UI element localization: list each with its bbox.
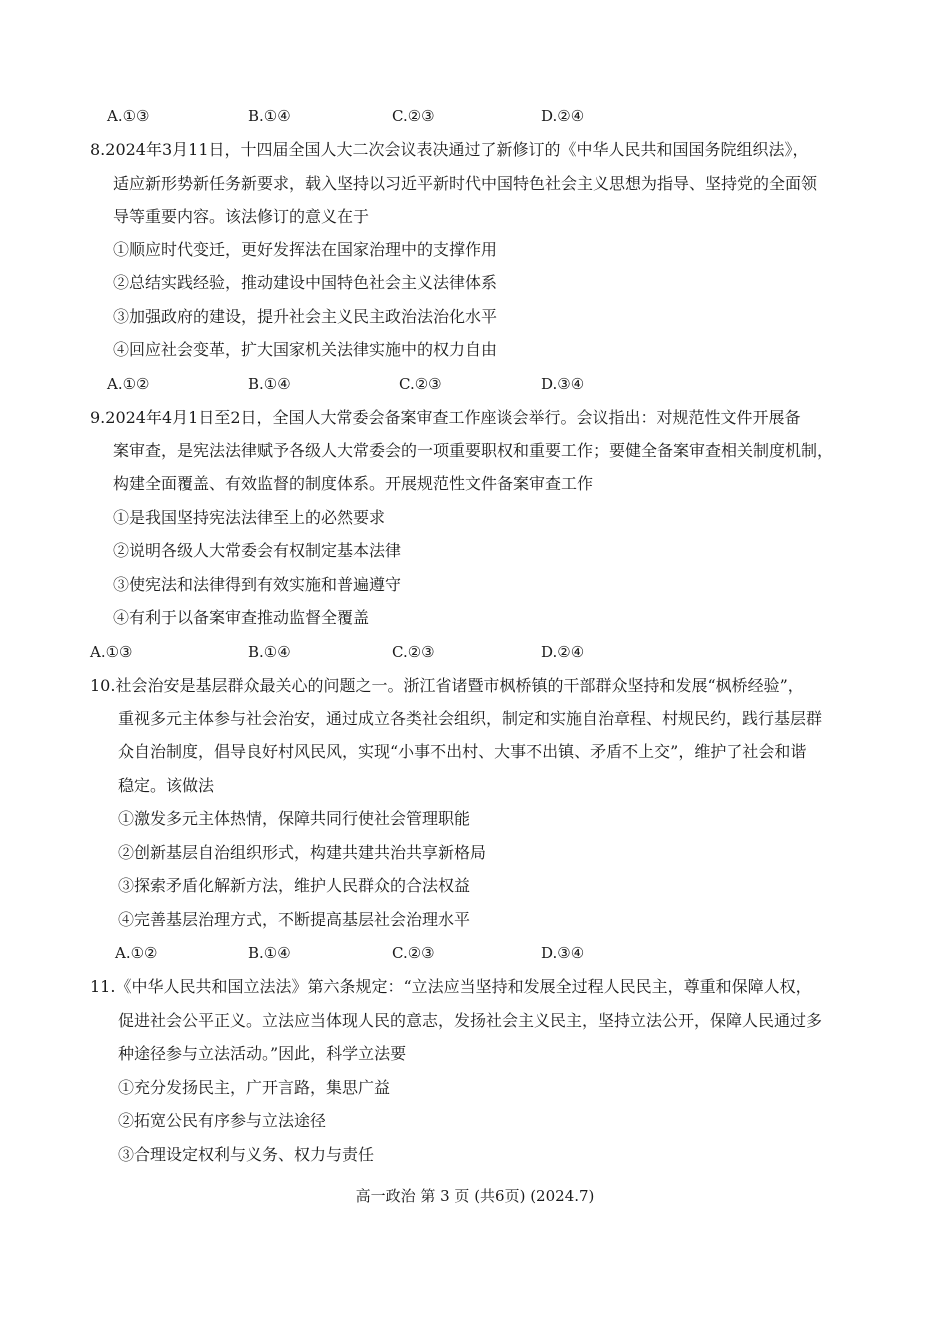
option-b: B.①④ xyxy=(248,944,291,962)
q11-item-1: ①充分发扬民主，广开言路，集思广益 xyxy=(118,1078,391,1097)
option-b: B.①④ xyxy=(248,375,291,393)
q10-options xyxy=(0,943,950,963)
option-b: B.①④ xyxy=(248,643,291,661)
option-c: C.②③ xyxy=(392,643,435,661)
q8-item-3: ③加强政府的建设，提升社会主义民主政治法治化水平 xyxy=(113,307,498,326)
page-footer: 高一政治 第 3 页 (共6页) (2024.7) xyxy=(355,1187,595,1205)
q10-stem-line-1: 10.社会治安是基层群众最关心的问题之一。浙江省诸暨市枫桥镇的干部群众坚持和发展“枫桥经验”， xyxy=(90,676,804,695)
q10-item-1: ①激发多元主体热情，保障共同行使社会管理职能 xyxy=(118,809,471,828)
q10-stem-line-3: 众自治制度，倡导良好村风民风，实现“小事不出村、大事不出镇、矛盾不上交”，维护了社会和谐 xyxy=(118,742,807,761)
option-d: D.③④ xyxy=(541,944,585,962)
q8-stem-line-3: 导等重要内容。该法修订的意义在于 xyxy=(113,207,370,226)
q9-options xyxy=(0,642,950,662)
q10-item-4: ④完善基层治理方式，不断提高基层社会治理水平 xyxy=(118,910,471,929)
q9-item-4: ④有利于以备案审查推动监督全覆盖 xyxy=(113,608,370,627)
q11-stem-line-3: 种途径参与立法活动。”因此，科学立法要 xyxy=(118,1044,407,1063)
option-c: C.②③ xyxy=(392,944,435,962)
q11-item-3: ③合理设定权利与义务、权力与责任 xyxy=(118,1145,375,1164)
option-a: A.①② xyxy=(115,944,158,962)
q11-stem-line-1: 11.《中华人民共和国立法法》第六条规定：“立法应当坚持和发展全过程人民民主，尊重和保障人权， xyxy=(90,977,812,996)
q8-stem-line-2: 适应新形势新任务新要求，载入坚持以习近平新时代中国特色社会主义思想为指导、坚持党的全面领 xyxy=(113,174,818,193)
option-d: D.③④ xyxy=(541,375,585,393)
option-b: B.①④ xyxy=(248,107,291,125)
option-a: A.①② xyxy=(107,375,150,393)
option-c: C.②③ xyxy=(392,107,435,125)
q7-options xyxy=(0,106,950,126)
q8-item-4: ④回应社会变革，扩大国家机关法律实施中的权力自由 xyxy=(113,340,498,359)
q9-item-3: ③使宪法和法律得到有效实施和普遍遵守 xyxy=(113,575,402,594)
q11-item-2: ②拓宽公民有序参与立法途径 xyxy=(118,1111,327,1130)
q10-stem-line-4: 稳定。该做法 xyxy=(118,776,215,795)
q11-stem-line-2: 促进社会公平正义。立法应当体现人民的意志，发扬社会主义民主，坚持立法公开，保障人民通过多 xyxy=(118,1011,823,1030)
option-d: D.②④ xyxy=(541,107,585,125)
q8-item-2: ②总结实践经验，推动建设中国特色社会主义法律体系 xyxy=(113,273,498,292)
option-a: A.①③ xyxy=(90,643,133,661)
q10-item-2: ②创新基层自治组织形式，构建共建共治共享新格局 xyxy=(118,843,487,862)
q8-options xyxy=(0,374,950,394)
q9-item-2: ②说明各级人大常委会有权制定基本法律 xyxy=(113,541,402,560)
q9-stem-line-1: 9.2024年4月1日至2日，全国人大常委会备案审查工作座谈会举行。会议指出：对规范性文件开展备 xyxy=(90,408,801,427)
option-c: C.②③ xyxy=(399,375,442,393)
q8-stem-line-1: 8.2024年3月11日，十四届全国人大二次会议表决通过了新修订的《中华人民共和国国务院组织法》， xyxy=(90,140,809,159)
option-d: D.②④ xyxy=(541,643,585,661)
q10-item-3: ③探索矛盾化解新方法，维护人民群众的合法权益 xyxy=(118,876,471,895)
q9-stem-line-3: 构建全面覆盖、有效监督的制度体系。开展规范性文件备案审查工作 xyxy=(113,474,594,493)
q10-stem-line-2: 重视多元主体参与社会治安，通过成立各类社会组织，制定和实施自治章程、村规民约，践行基层群 xyxy=(118,709,823,728)
q8-item-1: ①顺应时代变迁，更好发挥法在国家治理中的支撑作用 xyxy=(113,240,498,259)
q9-stem-line-2: 案审查，是宪法法律赋予各级人大常委会的一项重要职权和重要工作；要健全备案审查相关制度机制， xyxy=(113,441,834,460)
option-a: A.①③ xyxy=(107,107,150,125)
q9-item-1: ①是我国坚持宪法法律至上的必然要求 xyxy=(113,508,386,527)
